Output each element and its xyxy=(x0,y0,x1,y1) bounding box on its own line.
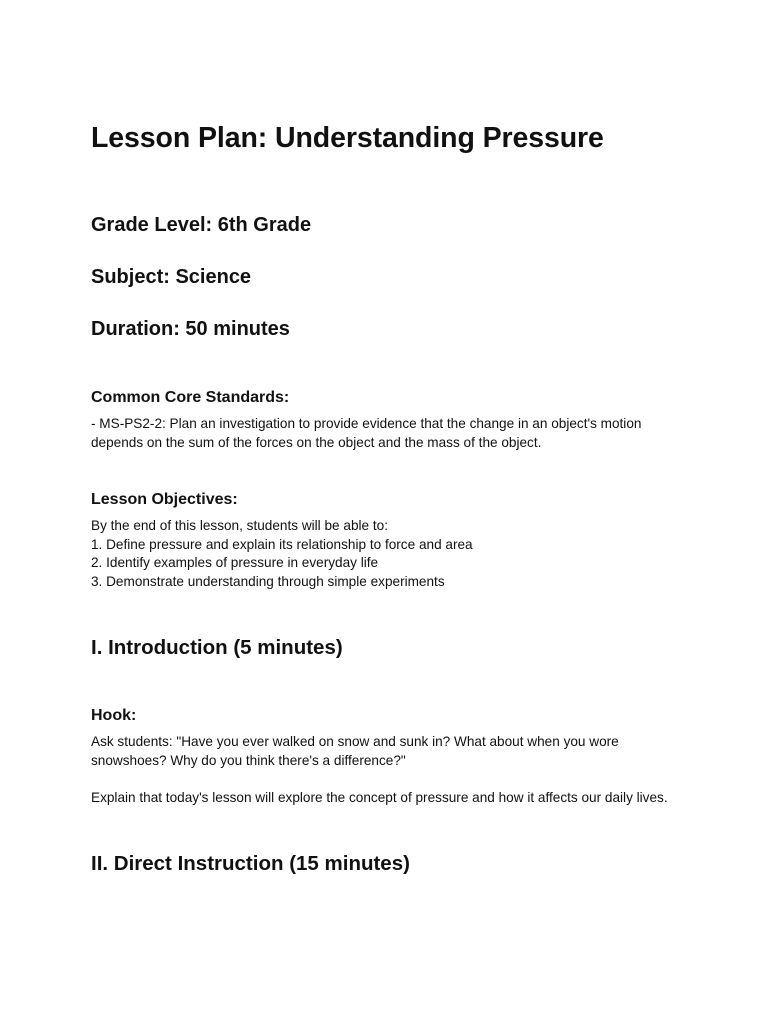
introduction-heading: I. Introduction (5 minutes) xyxy=(91,636,343,659)
standards-heading: Common Core Standards: xyxy=(91,389,290,406)
objective-item: 2. Identify examples of pressure in everyday life xyxy=(91,555,379,570)
grade-level: Grade Level: 6th Grade xyxy=(91,214,312,236)
objectives-heading: Lesson Objectives: xyxy=(91,491,238,508)
standards-line: - MS-PS2-2: Plan an investigation to provide evidence that the change in an object's motion xyxy=(91,416,642,431)
objective-item: 3. Demonstrate understanding through simple experiments xyxy=(91,573,445,589)
hook-line: snowshoes? Why do you think there's a difference?" xyxy=(91,752,406,768)
objective-item: 1. Define pressure and explain its relationship to force and area xyxy=(91,536,473,552)
page-title: Lesson Plan: Understanding Pressure xyxy=(91,122,604,154)
direct-instruction-heading: II. Direct Instruction (15 minutes) xyxy=(91,852,410,875)
objectives-list xyxy=(91,517,691,591)
hook-line: Ask students: "Have you ever walked on snow and sunk in? What about when you wore xyxy=(91,734,619,749)
hook-text xyxy=(91,733,691,770)
hook-heading: Hook: xyxy=(91,707,137,724)
intro-explanation-line: Explain that today's lesson will explore the concept of pressure and how it affects our daily lives. xyxy=(91,790,668,805)
standards-line: depends on the sum of the forces on the object and the mass of the object. xyxy=(91,434,542,450)
objectives-intro: By the end of this lesson, students will be able to: xyxy=(91,518,388,533)
intro-explanation xyxy=(91,789,691,808)
duration: Duration: 50 minutes xyxy=(91,318,290,340)
standards-text xyxy=(91,415,691,452)
subject: Subject: Science xyxy=(91,266,252,288)
